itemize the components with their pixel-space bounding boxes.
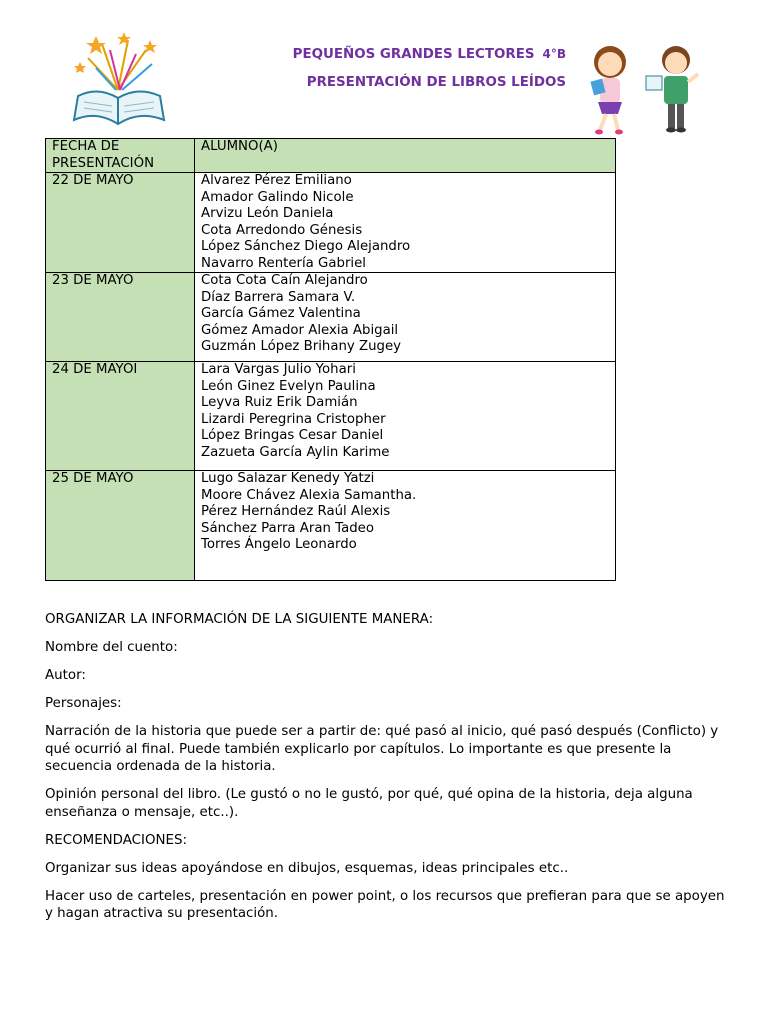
table-row xyxy=(46,273,616,362)
student-name: García Gámez Valentina xyxy=(201,306,361,321)
recommendations-heading: RECOMENDACIONES: xyxy=(45,832,188,848)
student-name: Lugo Salazar Kenedy Yatzi xyxy=(201,471,375,486)
student-name: Arvizu León Daniela xyxy=(201,206,334,221)
student-name: Pérez Hernández Raúl Alexis xyxy=(201,504,391,519)
student-list xyxy=(195,362,616,471)
student-name: Lizardi Peregrina Cristopher xyxy=(201,411,386,427)
instruction-item: Organizar sus ideas apoyándose en dibujos, esquemas, ideas principales etc.. xyxy=(45,860,569,876)
student-name: Navarro Rentería Gabriel xyxy=(201,255,366,271)
student-name: Sánchez Parra Aran Tadeo xyxy=(201,520,374,536)
student-name: Alvarez Pérez Emiliano xyxy=(201,173,352,188)
student-name: Moore Chávez Alexia Samantha. xyxy=(201,487,417,503)
grade-label: 4°B xyxy=(542,47,566,61)
presentation-date: 23 DE MAYO xyxy=(46,273,195,362)
student-list xyxy=(195,273,616,362)
student-name: Guzmán López Brihany Zugey xyxy=(201,339,402,354)
page-title: PEQUEÑOS GRANDES LECTORES 4°B xyxy=(292,47,566,62)
presentation-date: 25 DE MAYO xyxy=(46,471,195,581)
instruction-item: Narración de la historia que puede ser a partir de: qué pasó al inicio, qué pasó después (Conflicto) y qué ocurrió al final. Puede también explicarlo por capítulos. Lo importante es que presente la secuencia ordenada de la historia. xyxy=(45,724,719,774)
schedule-table xyxy=(45,138,616,581)
instruction-item: Hacer uso de carteles, presentación en power point, o los recursos que prefieran para que se apoyen y hagan atractiva su presentación. xyxy=(45,888,725,921)
student-name: López Bringas Cesar Daniel xyxy=(201,428,384,443)
presentation-date: 24 DE MAYOI xyxy=(46,362,195,471)
column-header-student: ALUMNO(A) xyxy=(195,139,616,173)
children-reading-icon xyxy=(578,40,720,140)
student-name: Torres Ángelo Leonardo xyxy=(201,537,357,552)
instructions-heading: ORGANIZAR LA INFORMACIÓN DE LA SIGUIENTE MANERA: xyxy=(45,612,434,627)
student-name: Gómez Amador Alexia Abigail xyxy=(201,322,399,338)
student-name: Zazueta García Aylin Karime xyxy=(201,444,390,460)
instruction-item: Opinión personal del libro. (Le gustó o no le gustó, por qué, qué opina de la historia, deja alguna enseñanza o mensaje, etc..). xyxy=(45,787,693,820)
page-subtitle: PRESENTACIÓN DE LIBROS LEÍDOS xyxy=(306,75,566,90)
student-name: Cota Arredondo Génesis xyxy=(201,222,363,238)
student-name: León Ginez Evelyn Paulina xyxy=(201,378,376,394)
student-list xyxy=(195,471,616,581)
student-name: Amador Galindo Nicole xyxy=(201,189,354,205)
column-header-date: FECHA DE PRESENTACIÓN xyxy=(46,139,195,173)
student-name: López Sánchez Diego Alejandro xyxy=(201,239,411,254)
student-name: Leyva Ruiz Erik Damián xyxy=(201,395,358,410)
presentation-date: 22 DE MAYO xyxy=(46,173,195,273)
table-row xyxy=(46,471,616,581)
instruction-item: Personajes: xyxy=(45,696,122,711)
table-row xyxy=(46,173,616,273)
student-name: Díaz Barrera Samara V. xyxy=(201,289,356,305)
table-header-row xyxy=(46,139,616,173)
student-name: Lara Vargas Julio Yohari xyxy=(201,362,356,377)
instruction-item: Nombre del cuento: xyxy=(45,640,178,655)
student-list xyxy=(195,173,616,273)
table-row xyxy=(46,362,616,471)
instructions xyxy=(45,611,725,933)
student-name: Cota Cota Caín Alejandro xyxy=(201,273,368,288)
instruction-item: Autor: xyxy=(45,668,86,683)
